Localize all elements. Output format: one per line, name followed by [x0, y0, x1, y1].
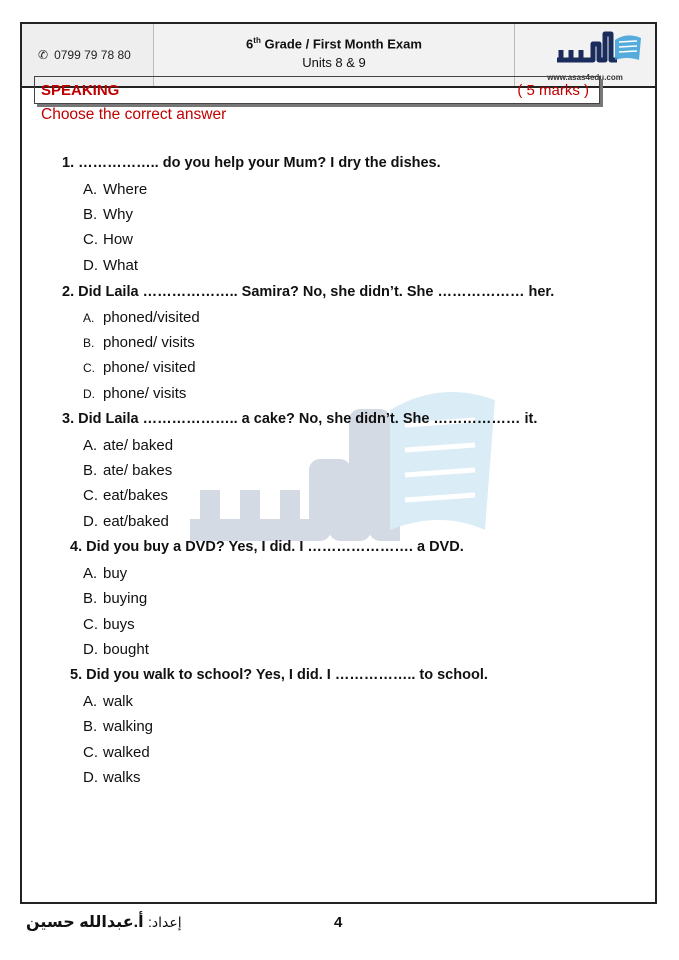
question-4-option-b: B. buying [83, 590, 148, 607]
question-4: 4. Did you buy a DVD? Yes, I did. I …………………. a DVD. [70, 539, 464, 555]
question-1-option-a: A. Where [83, 181, 148, 198]
logo-icon [553, 30, 645, 66]
question-1-option-c: C. How [83, 231, 134, 248]
question-2-option-b: B. phoned/ visits [83, 334, 195, 351]
question-5: 5. Did you walk to school? Yes, I did. I …………….. to school. [70, 667, 488, 683]
question-2: 2. Did Laila ……………….. Samira? No, she didn’t. She ……………… her. [62, 284, 555, 300]
question-4-option-c: C. buys [83, 616, 135, 633]
question-3-option-b: B. ate/ bakes [83, 462, 173, 479]
question-1-option-d: D. What [83, 257, 139, 274]
instruction: Choose the correct answer [41, 106, 227, 123]
footer-author [26, 912, 182, 932]
section-marks: ( 5 marks ) [517, 81, 589, 99]
exam-units: Units 8 & 9 [302, 55, 366, 71]
question-4-option-d: D. bought [83, 641, 149, 658]
question-5-option-a: A. walk [83, 693, 134, 710]
section-title: SPEAKING [41, 81, 120, 99]
question-2-option-c: C. phone/ visited [83, 359, 196, 376]
exam-title: 6th Grade / First Month Exam [246, 36, 422, 52]
question-2-option-a: A. phoned/visited [83, 309, 200, 326]
phone-icon: ✆ [38, 48, 49, 62]
question-5-option-c: C. walked [83, 744, 150, 761]
phone-number: 0799 79 78 80 [54, 48, 131, 62]
question-5-option-d: D. walks [83, 769, 141, 786]
question-1: 1. …………….. do you help your Mum? I dry the dishes. [62, 155, 441, 171]
question-5-option-b: B. walking [83, 718, 154, 735]
question-3-option-c: C. eat/bakes [83, 487, 169, 504]
question-4-option-a: A. buy [83, 565, 128, 582]
question-1-option-b: B. Why [83, 206, 133, 223]
question-3-option-a: A. ate/ baked [83, 437, 174, 454]
question-2-option-d: D. phone/ visits [83, 385, 187, 402]
page-number: 4 [334, 914, 343, 931]
prepared-label: إعداد: [148, 914, 182, 930]
section-header-box [34, 76, 600, 104]
question-3-option-d: D. eat/baked [83, 513, 169, 530]
author-name: أ.عبدالله حسين [26, 914, 144, 931]
logo-url: www.asas4edu.com [547, 73, 623, 82]
question-3: 3. Did Laila ……………….. a cake? No, she didn’t. She ……………… it. [62, 411, 538, 427]
